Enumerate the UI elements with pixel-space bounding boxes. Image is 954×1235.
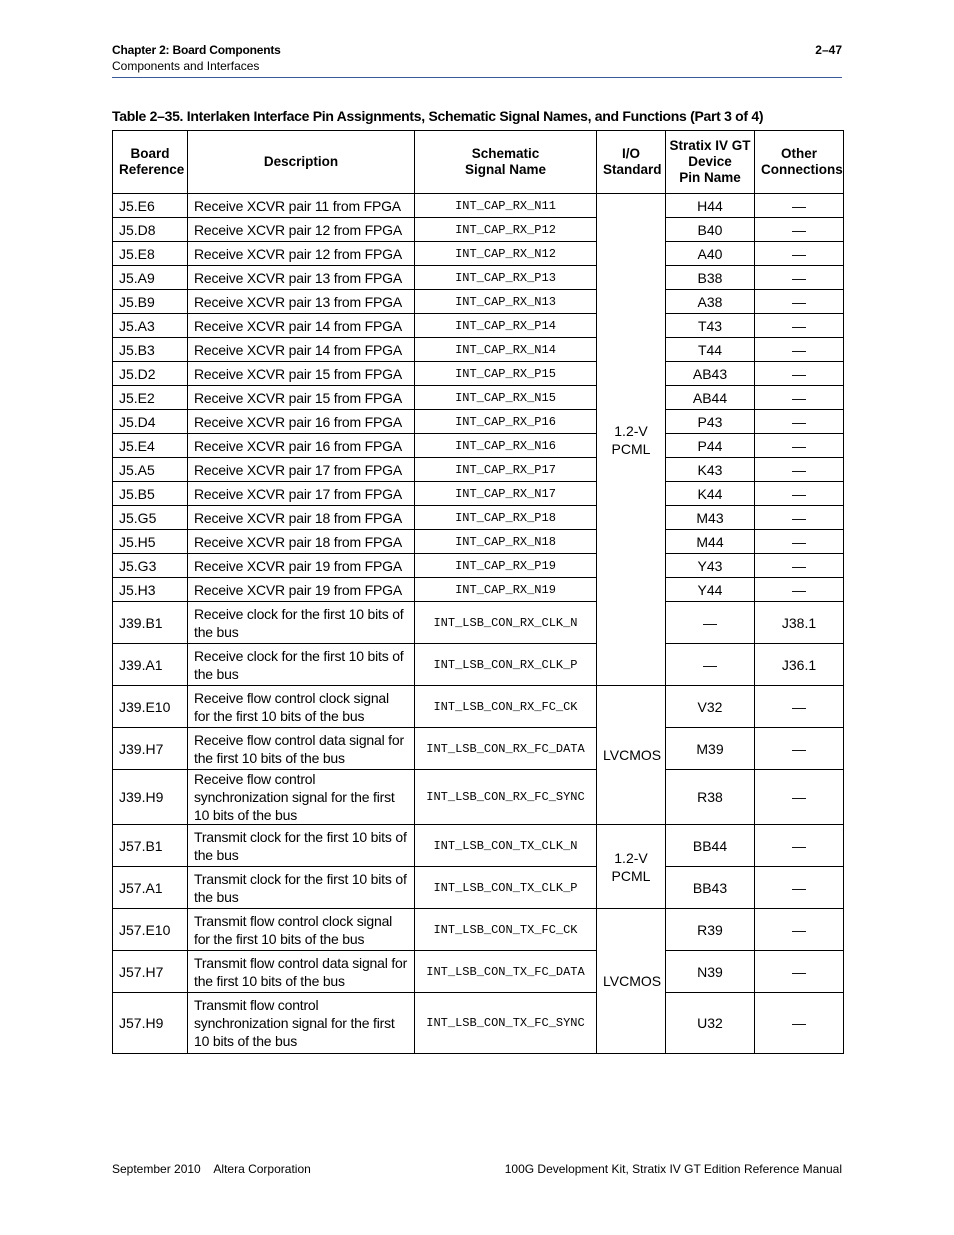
device-pin-cell: V32 [666, 686, 755, 728]
signal-name-cell: INT_CAP_RX_N11 [415, 194, 597, 218]
other-connections-cell: — [755, 194, 844, 218]
description-cell: Receive XCVR pair 16 from FPGA [188, 434, 415, 458]
table-row [113, 314, 844, 338]
signal-name-cell: INT_LSB_CON_TX_FC_DATA [415, 951, 597, 993]
other-connections-cell: — [755, 338, 844, 362]
board-reference-cell: J39.H7 [113, 728, 188, 770]
signal-name-cell: INT_LSB_CON_RX_FC_DATA [415, 728, 597, 770]
description-cell: Transmit flow control clock signal for the first 10 bits of the bus [188, 909, 415, 951]
other-connections-cell: — [755, 410, 844, 434]
pin-assignment-table [112, 130, 844, 1054]
description-cell: Receive XCVR pair 12 from FPGA [188, 242, 415, 266]
board-reference-cell: J39.A1 [113, 644, 188, 686]
signal-name-cell: INT_CAP_RX_N14 [415, 338, 597, 362]
table-row [113, 530, 844, 554]
description-cell: Transmit clock for the first 10 bits of the bus [188, 825, 415, 867]
table-row [113, 386, 844, 410]
device-pin-cell: H44 [666, 194, 755, 218]
other-connections-cell: J36.1 [755, 644, 844, 686]
description-cell: Receive XCVR pair 18 from FPGA [188, 506, 415, 530]
table-row [113, 825, 844, 867]
table-row [113, 951, 844, 993]
signal-name-cell: INT_CAP_RX_P13 [415, 266, 597, 290]
signal-name-cell: INT_LSB_CON_TX_CLK_P [415, 867, 597, 909]
other-connections-cell: — [755, 458, 844, 482]
signal-name-cell: INT_CAP_RX_N13 [415, 290, 597, 314]
other-connections-cell: — [755, 825, 844, 867]
device-pin-cell: K44 [666, 482, 755, 506]
device-pin-cell: P43 [666, 410, 755, 434]
io-standard-cell: 1.2-V PCML [597, 825, 666, 909]
device-pin-cell: — [666, 644, 755, 686]
io-standard-cell: LVCMOS [597, 686, 666, 825]
description-cell: Receive flow control synchronization signal for the first 10 bits of the bus [188, 770, 415, 825]
board-reference-cell: J5.D8 [113, 218, 188, 242]
board-reference-cell: J5.E4 [113, 434, 188, 458]
table-row [113, 909, 844, 951]
description-cell: Receive XCVR pair 12 from FPGA [188, 218, 415, 242]
description-cell: Receive flow control data signal for the first 10 bits of the bus [188, 728, 415, 770]
chapter-heading: Chapter 2: Board Components [112, 43, 281, 57]
table-row [113, 434, 844, 458]
signal-name-cell: INT_CAP_RX_N16 [415, 434, 597, 458]
description-cell: Receive XCVR pair 11 from FPGA [188, 194, 415, 218]
device-pin-cell: AB43 [666, 362, 755, 386]
signal-name-cell: INT_LSB_CON_RX_FC_SYNC [415, 770, 597, 825]
other-connections-cell: — [755, 578, 844, 602]
table-row [113, 482, 844, 506]
io-standard-cell: LVCMOS [597, 909, 666, 1054]
description-cell: Receive XCVR pair 14 from FPGA [188, 338, 415, 362]
signal-name-cell: INT_LSB_CON_RX_CLK_N [415, 602, 597, 644]
signal-name-cell: INT_CAP_RX_P14 [415, 314, 597, 338]
board-reference-cell: J5.A3 [113, 314, 188, 338]
signal-name-cell: INT_CAP_RX_N12 [415, 242, 597, 266]
table-row [113, 686, 844, 728]
signal-name-cell: INT_CAP_RX_P16 [415, 410, 597, 434]
device-pin-cell: N39 [666, 951, 755, 993]
description-cell: Receive XCVR pair 15 from FPGA [188, 362, 415, 386]
table-row [113, 266, 844, 290]
board-reference-cell: J5.A9 [113, 266, 188, 290]
table-row [113, 410, 844, 434]
description-cell: Receive XCVR pair 15 from FPGA [188, 386, 415, 410]
other-connections-cell: — [755, 686, 844, 728]
table-row [113, 458, 844, 482]
description-cell: Receive flow control clock signal for the first 10 bits of the bus [188, 686, 415, 728]
board-reference-cell: J57.H7 [113, 951, 188, 993]
other-connections-cell: — [755, 506, 844, 530]
board-reference-cell: J5.D2 [113, 362, 188, 386]
description-cell: Receive XCVR pair 17 from FPGA [188, 482, 415, 506]
description-cell: Receive clock for the first 10 bits of the bus [188, 602, 415, 644]
signal-name-cell: INT_LSB_CON_RX_FC_CK [415, 686, 597, 728]
other-connections-cell: — [755, 554, 844, 578]
signal-name-cell: INT_CAP_RX_P19 [415, 554, 597, 578]
other-connections-cell: — [755, 386, 844, 410]
table-row [113, 602, 844, 644]
device-pin-cell: P44 [666, 434, 755, 458]
signal-name-cell: INT_CAP_RX_N15 [415, 386, 597, 410]
device-pin-cell: B38 [666, 266, 755, 290]
other-connections-cell: — [755, 909, 844, 951]
other-connections-cell: — [755, 867, 844, 909]
board-reference-cell: J5.B5 [113, 482, 188, 506]
board-reference-cell: J5.E2 [113, 386, 188, 410]
signal-name-cell: INT_LSB_CON_TX_FC_CK [415, 909, 597, 951]
column-header: I/O Standard [597, 131, 666, 194]
other-connections-cell: — [755, 242, 844, 266]
other-connections-cell: — [755, 362, 844, 386]
description-cell: Receive XCVR pair 18 from FPGA [188, 530, 415, 554]
header-rule [112, 77, 842, 78]
other-connections-cell: — [755, 218, 844, 242]
footer-manual-title: 100G Development Kit, Stratix IV GT Edition Reference Manual [504, 1162, 842, 1176]
device-pin-cell: U32 [666, 993, 755, 1054]
description-cell: Receive XCVR pair 17 from FPGA [188, 458, 415, 482]
column-header: Board Reference [113, 131, 188, 194]
description-cell: Receive clock for the first 10 bits of the bus [188, 644, 415, 686]
board-reference-cell: J39.B1 [113, 602, 188, 644]
table-row [113, 362, 844, 386]
signal-name-cell: INT_CAP_RX_N19 [415, 578, 597, 602]
device-pin-cell: M43 [666, 506, 755, 530]
signal-name-cell: INT_LSB_CON_RX_CLK_P [415, 644, 597, 686]
device-pin-cell: M44 [666, 530, 755, 554]
table-row [113, 506, 844, 530]
footer-date-company: September 2010 Altera Corporation [112, 1162, 311, 1176]
column-header: Schematic Signal Name [415, 131, 597, 194]
description-cell: Receive XCVR pair 19 from FPGA [188, 554, 415, 578]
device-pin-cell: M39 [666, 728, 755, 770]
board-reference-cell: J39.H9 [113, 770, 188, 825]
signal-name-cell: INT_CAP_RX_N18 [415, 530, 597, 554]
signal-name-cell: INT_CAP_RX_P15 [415, 362, 597, 386]
signal-name-cell: INT_LSB_CON_TX_CLK_N [415, 825, 597, 867]
table-row [113, 218, 844, 242]
signal-name-cell: INT_CAP_RX_P18 [415, 506, 597, 530]
signal-name-cell: INT_CAP_RX_N17 [415, 482, 597, 506]
table-header-row [113, 131, 844, 194]
description-cell: Receive XCVR pair 19 from FPGA [188, 578, 415, 602]
table-row [113, 993, 844, 1054]
board-reference-cell: J5.B9 [113, 290, 188, 314]
device-pin-cell: R38 [666, 770, 755, 825]
other-connections-cell: — [755, 314, 844, 338]
device-pin-cell: T43 [666, 314, 755, 338]
signal-name-cell: INT_CAP_RX_P12 [415, 218, 597, 242]
device-pin-cell: R39 [666, 909, 755, 951]
section-heading: Components and Interfaces [112, 59, 260, 73]
device-pin-cell: Y43 [666, 554, 755, 578]
table-row [113, 867, 844, 909]
board-reference-cell: J5.B3 [113, 338, 188, 362]
board-reference-cell: J57.H9 [113, 993, 188, 1054]
device-pin-cell: BB44 [666, 825, 755, 867]
board-reference-cell: J57.E10 [113, 909, 188, 951]
board-reference-cell: J5.A5 [113, 458, 188, 482]
description-cell: Receive XCVR pair 14 from FPGA [188, 314, 415, 338]
other-connections-cell: — [755, 770, 844, 825]
board-reference-cell: J5.H3 [113, 578, 188, 602]
device-pin-cell: A38 [666, 290, 755, 314]
board-reference-cell: J5.D4 [113, 410, 188, 434]
table-row [113, 242, 844, 266]
description-cell: Transmit flow control synchronization signal for the first 10 bits of the bus [188, 993, 415, 1054]
device-pin-cell: B40 [666, 218, 755, 242]
other-connections-cell: — [755, 993, 844, 1054]
table-body [113, 194, 844, 1054]
board-reference-cell: J57.B1 [113, 825, 188, 867]
column-header: Other Connections [755, 131, 844, 194]
column-header: Description [188, 131, 415, 194]
other-connections-cell: J38.1 [755, 602, 844, 644]
device-pin-cell: — [666, 602, 755, 644]
description-cell: Receive XCVR pair 13 from FPGA [188, 290, 415, 314]
board-reference-cell: J5.G5 [113, 506, 188, 530]
page-number: 2–47 [815, 43, 842, 57]
other-connections-cell: — [755, 530, 844, 554]
table-row [113, 644, 844, 686]
board-reference-cell: J39.E10 [113, 686, 188, 728]
board-reference-cell: J5.H5 [113, 530, 188, 554]
device-pin-cell: K43 [666, 458, 755, 482]
description-cell: Transmit flow control data signal for the first 10 bits of the bus [188, 951, 415, 993]
table-row [113, 728, 844, 770]
description-cell: Transmit clock for the first 10 bits of the bus [188, 867, 415, 909]
device-pin-cell: Y44 [666, 578, 755, 602]
column-header: Stratix IV GT Device Pin Name [666, 131, 755, 194]
signal-name-cell: INT_CAP_RX_P17 [415, 458, 597, 482]
board-reference-cell: J5.E6 [113, 194, 188, 218]
board-reference-cell: J5.G3 [113, 554, 188, 578]
table-row [113, 338, 844, 362]
table-row [113, 770, 844, 825]
description-cell: Receive XCVR pair 16 from FPGA [188, 410, 415, 434]
other-connections-cell: — [755, 728, 844, 770]
description-cell: Receive XCVR pair 13 from FPGA [188, 266, 415, 290]
device-pin-cell: T44 [666, 338, 755, 362]
table-row [113, 194, 844, 218]
other-connections-cell: — [755, 290, 844, 314]
table-row [113, 578, 844, 602]
other-connections-cell: — [755, 951, 844, 993]
table-row [113, 290, 844, 314]
board-reference-cell: J57.A1 [113, 867, 188, 909]
device-pin-cell: AB44 [666, 386, 755, 410]
other-connections-cell: — [755, 482, 844, 506]
table-title: Table 2–35. Interlaken Interface Pin Assignments, Schematic Signal Names, and Functions (Part 3 of 4) [112, 108, 764, 124]
board-reference-cell: J5.E8 [113, 242, 188, 266]
device-pin-cell: BB43 [666, 867, 755, 909]
table-row [113, 554, 844, 578]
io-standard-cell: 1.2-V PCML [597, 194, 666, 686]
other-connections-cell: — [755, 434, 844, 458]
other-connections-cell: — [755, 266, 844, 290]
device-pin-cell: A40 [666, 242, 755, 266]
signal-name-cell: INT_LSB_CON_TX_FC_SYNC [415, 993, 597, 1054]
